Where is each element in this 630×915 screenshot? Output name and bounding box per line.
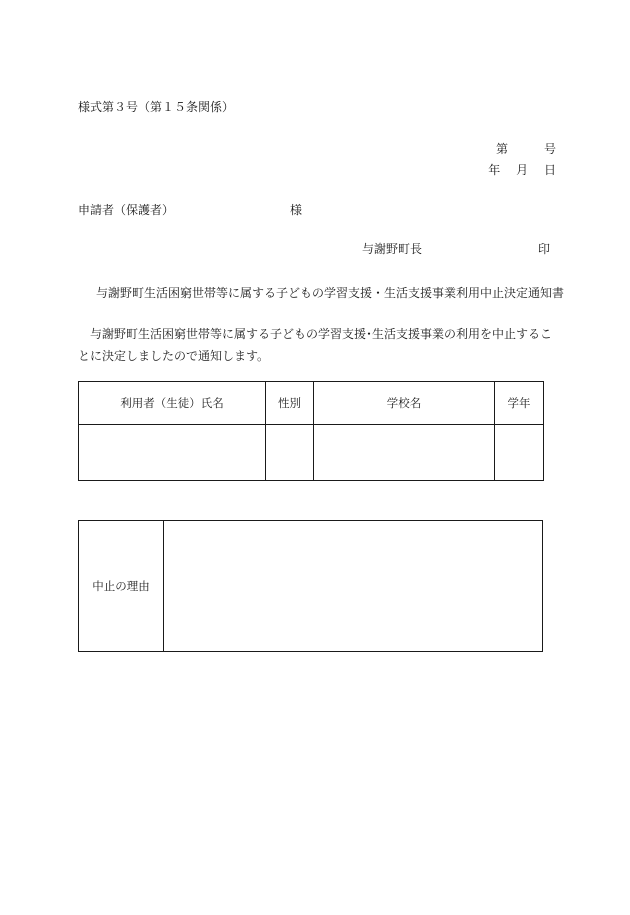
reason-table (78, 520, 543, 652)
user-table-entry-row (79, 425, 544, 481)
notice-body-text: 与謝野町生活困窮世帯等に属する子どもの学習支援･生活支援事業の利用を中止することに決定しましたので通知します。 (78, 327, 553, 363)
document-number-suffix: 号 (543, 142, 556, 156)
reason-label: 中止の理由 (79, 521, 164, 652)
seal-mark: 印 (538, 242, 551, 256)
date-year: 年 (488, 163, 501, 177)
header-user-name: 利用者（生徒）氏名 (79, 382, 266, 425)
cell-gender[interactable] (266, 425, 314, 481)
cell-school-name[interactable] (314, 425, 495, 481)
date-row (476, 164, 556, 176)
form-number: 様式第３号（第１５条関係） (78, 100, 235, 114)
reason-value[interactable] (164, 521, 543, 652)
document-title: 与謝野町生活困窮世帯等に属する子どもの学習支援・生活支援事業利用中止決定通知書 (96, 286, 565, 300)
document-number-prefix: 第 (495, 142, 508, 156)
date-month: 月 (516, 163, 529, 177)
applicant-honorific: 様 (290, 203, 303, 217)
user-table-header-row (79, 382, 544, 425)
header-grade: 学年 (495, 382, 544, 425)
header-gender: 性別 (266, 382, 314, 425)
applicant-label: 申請者（保護者） (78, 203, 175, 217)
cell-grade[interactable] (495, 425, 544, 481)
date-day: 日 (543, 163, 556, 177)
reason-row (79, 521, 543, 652)
header-school-name: 学校名 (314, 382, 495, 425)
cell-user-name[interactable] (79, 425, 266, 481)
document-number-row (496, 143, 556, 155)
user-info-table (78, 381, 544, 481)
issuer-label: 与謝野町長 (362, 242, 423, 256)
